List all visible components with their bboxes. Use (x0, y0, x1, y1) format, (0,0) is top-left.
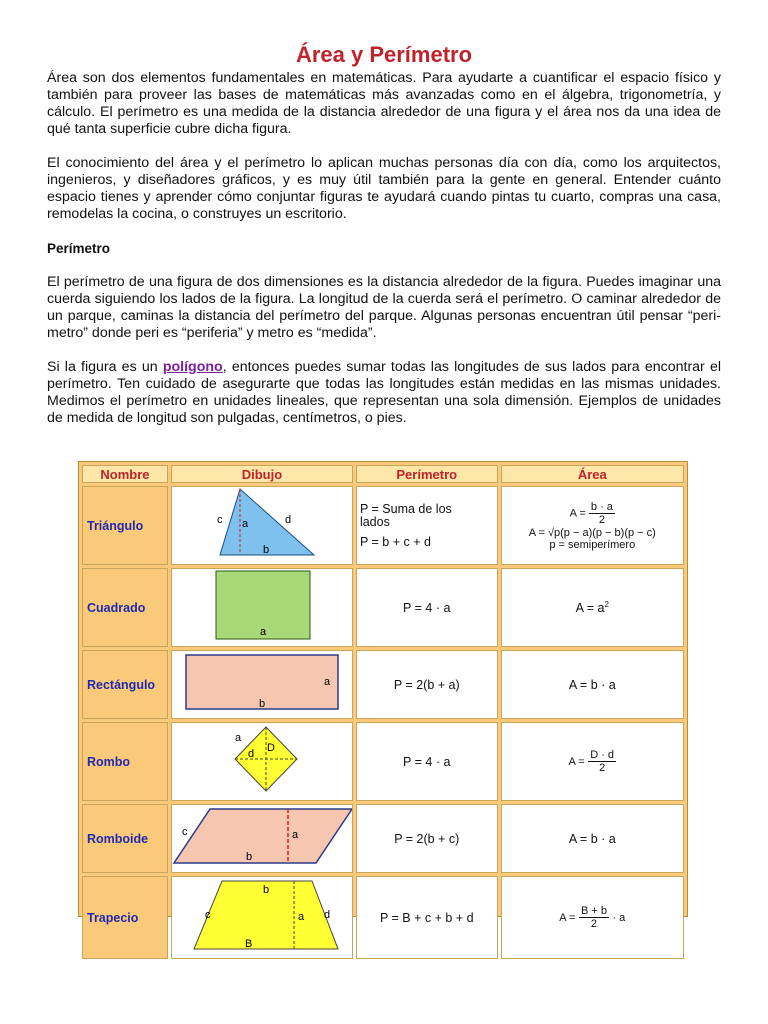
label-b: b (245, 851, 253, 863)
drawing-square (171, 568, 353, 647)
area-cell: A = b · a (501, 804, 684, 873)
table-row (82, 486, 684, 565)
area-cell: A = $\frac{b \cdot a}{2}$ A = √p(p − a)(p − b)(p − c) p = semiperímero (501, 486, 684, 565)
area-cell: A = $\frac{D \cdot d}{2}$ (501, 722, 684, 801)
perimeter-cell: P = 2(b + c) (356, 804, 498, 873)
table-row (82, 722, 684, 801)
label-b: b (262, 884, 270, 896)
drawing-rhomboid (171, 804, 353, 873)
drawing-trapezoid (171, 876, 353, 959)
perimeter-cell: P = 2(b + a) (356, 650, 498, 719)
table-row (82, 804, 684, 873)
trapezoid-figure (172, 877, 352, 953)
perimeter-cell: P = 4 · a (356, 568, 498, 647)
paragraph-intro: Área son dos elementos fundamentales en matemáticas. Para ayudarte a cuantificar el espacio físico y también para proveer las bases de matemáticas más avanzadas como en el álgebra, trigonometría, y cálculo. El perímetro es una medida de la distancia alrededor de una figura y el área nos da una idea de qué tanta superficie cubre dicha figura. (47, 70, 721, 137)
table-row (82, 650, 684, 719)
paragraph-poligono: Si la figura es un polígono, entonces puedes sumar todas las longitudes de sus lados para encontrar el perímetro. Ten cuidado de asegurarte que todas las longitudes están medidas en las mismas unidades. Medimos el perímetro en unidades lineales, que representan una sola dimensión. Ejemplos de unidades de medida de longitud son pulgadas, centímetros, o pies. (47, 359, 722, 426)
square-figure (172, 569, 352, 641)
label-a: a (259, 626, 267, 638)
poligono-link[interactable]: polígono (162, 359, 223, 375)
label-a: a (291, 829, 299, 841)
perimeter-cell: P = B + c + b + d (356, 876, 498, 959)
header-perimetro: Perímetro (356, 465, 498, 483)
label-B: B (244, 938, 253, 950)
area-cell: A = b · a (501, 650, 684, 719)
header-nombre: Nombre (82, 465, 168, 483)
header-area: Área (501, 465, 684, 483)
label-c: c (181, 826, 188, 838)
header-dibujo: Dibujo (171, 465, 353, 483)
shape-name: Rombo (82, 722, 168, 801)
page-title: Área y Perímetro (295, 42, 473, 67)
label-D: D (266, 742, 275, 754)
label-c: c (204, 909, 211, 921)
table-row (82, 568, 684, 647)
label-a: a (234, 732, 242, 744)
perimeter-cell: P = 4 · a (356, 722, 498, 801)
triangle-figure (172, 487, 352, 559)
shape-name: Rectángulo (82, 650, 168, 719)
label-a: a (241, 518, 249, 530)
drawing-rectangle (171, 650, 353, 719)
label-d: d (323, 909, 331, 921)
shape-name: Romboide (82, 804, 168, 873)
document-page (47, 40, 721, 427)
drawing-triangle (171, 486, 353, 565)
label-a: a (297, 911, 305, 923)
paragraph-perimetro-definition: El perímetro de una figura de dos dimensiones es la distancia alrededor de la figura. Puedes imaginar una cuerda siguiendo los lados de la figura. La longitud de la cuerda será el perímetro. O caminar alrededor de un parque, caminas la distancia del perímetro del parque. Algunas personas encuentran útil pensar “peri-metro” donde peri es “periferia” y metro es “medida”. (47, 274, 721, 341)
paragraph-uses: El conocimiento del área y el perímetro lo aplican muchas personas día con día, como los arquitectos, ingenieros, y diseñadores gráficos, y es muy útil también para la gente en general. Entender cuánto espacio tienes y aprender cómo conjuntar figuras te ayudará cuando pintas tu cuarto, compras una casa, remodelas la cocina, o construyes un escritorio. (47, 155, 721, 222)
label-d: d (284, 514, 292, 526)
label-b: b (258, 698, 266, 710)
label-a: a (323, 676, 331, 688)
label-b: b (262, 544, 270, 556)
section-heading-perimetro: Perímetro (47, 241, 111, 256)
perimeter-cell: P = Suma de los lados P = b + c + d (356, 486, 498, 565)
rhomboid-figure (172, 805, 352, 867)
area-cell: $A = a^2$ (501, 568, 684, 647)
shape-name: Cuadrado (82, 568, 168, 647)
table-row (82, 876, 684, 959)
drawing-rhombus (171, 722, 353, 801)
area-cell: A = $\frac{B + b}{2}$ · a (501, 876, 684, 959)
label-d: d (247, 748, 255, 760)
formulas-table (78, 461, 688, 950)
shape-name: Trapecio (82, 876, 168, 959)
rectangle-figure (172, 651, 352, 713)
rhombus-figure (172, 723, 352, 795)
label-c: c (216, 514, 223, 526)
shape-name: Triángulo (82, 486, 168, 565)
